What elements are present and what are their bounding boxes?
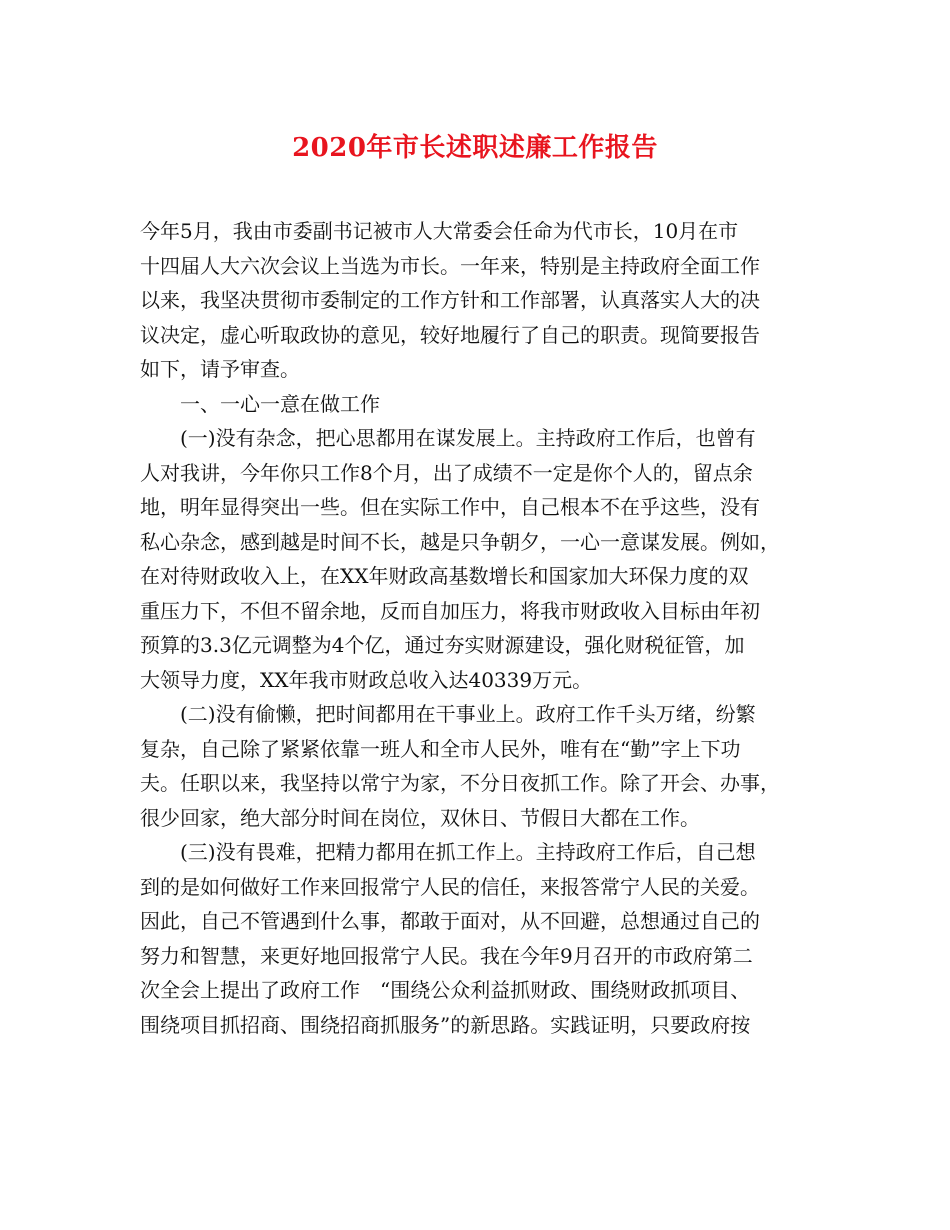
text-line: 议决定，虚心听取政协的意见，较好地履行了自己的职责。现简要报告 bbox=[140, 322, 760, 347]
text-line: 一、一心一意在做工作 bbox=[140, 391, 380, 416]
text-line: 如下，请予审查。 bbox=[140, 357, 300, 381]
text-line: 在对待财政收入上，在XX年财政高基数增长和国家加大环保力度的双 bbox=[140, 564, 749, 588]
text-line: 十四届人大六次会议上当选为市长。一年来，特别是主持政府全面工作 bbox=[140, 253, 760, 278]
text-line: 很少回家，绝大部分时间在岗位，双休日、节假日大都在工作。 bbox=[140, 805, 700, 830]
paragraph-item-1 bbox=[140, 421, 816, 697]
text-line: 重压力下，不但不留余地，反而自加压力，将我市财政收入目标由年初 bbox=[140, 598, 760, 623]
text-line: 以来，我坚决贯彻市委制定的工作方针和工作部署，认真落实人大的决 bbox=[140, 288, 760, 312]
text-line: 大领导力度，XX年我市财政总收入达40339万元。 bbox=[140, 667, 593, 692]
paragraph-item-3 bbox=[140, 835, 816, 1042]
text-line: 努力和智慧，来更好地回报常宁人民。我在今年9月召开的市政府第二 bbox=[140, 943, 753, 968]
paragraph-item-2 bbox=[140, 697, 816, 835]
text-line: 人对我讲，今年你只工作8个月，出了成绩不一定是你个人的，留点余 bbox=[140, 460, 753, 485]
document-title: 2020年市长述职述廉工作报告 bbox=[292, 133, 658, 163]
text-line: 今年5月，我由市委副书记被市人大常委会任命为代市长，10月在市 bbox=[140, 219, 739, 243]
text-line: 地，明年显得突出一些。但在实际工作中，自己根本不在乎这些，没有 bbox=[140, 495, 760, 519]
text-line: 私心杂念，感到越是时间不长，越是只争朝夕，一心一意谋发展。例如， bbox=[140, 529, 780, 554]
text-line: (一)没有杂念，把心思都用在谋发展上。主持政府工作后，也曾有 bbox=[140, 426, 756, 450]
text-line: (三)没有畏难，把精力都用在抓工作上。主持政府工作后，自己想 bbox=[140, 840, 756, 864]
text-line: 因此，自己不管遇到什么事，都敢于面对，从不回避，总想通过自己的 bbox=[140, 909, 760, 933]
text-line: 复杂，自己除了紧紧依靠一班人和全市人民外，唯有在“勤”字上下功 bbox=[140, 736, 741, 761]
text-line: 围绕项目抓招商、围绕招商抓服务”的新思路。实践证明，只要政府按 bbox=[140, 1012, 751, 1037]
paragraph-intro bbox=[140, 214, 816, 387]
document-body bbox=[140, 214, 816, 1042]
text-line: 次全会上提出了政府工作 “围绕公众利益抓财政、围绕财政抓项目、 bbox=[140, 978, 751, 1002]
text-line: 预算的3.3亿元调整为4个亿，通过夯实财源建设，强化财税征管，加 bbox=[140, 633, 745, 657]
text-line: 夫。任职以来，我坚持以常宁为家，不分日夜抓工作。除了开会、办事， bbox=[140, 771, 780, 795]
section-heading bbox=[140, 387, 816, 422]
text-line: 到的是如何做好工作来回报常宁人民的信任，来报答常宁人民的关爱。 bbox=[140, 874, 760, 899]
text-line: (二)没有偷懒，把时间都用在干事业上。政府工作千头万绪，纷繁 bbox=[140, 702, 756, 726]
